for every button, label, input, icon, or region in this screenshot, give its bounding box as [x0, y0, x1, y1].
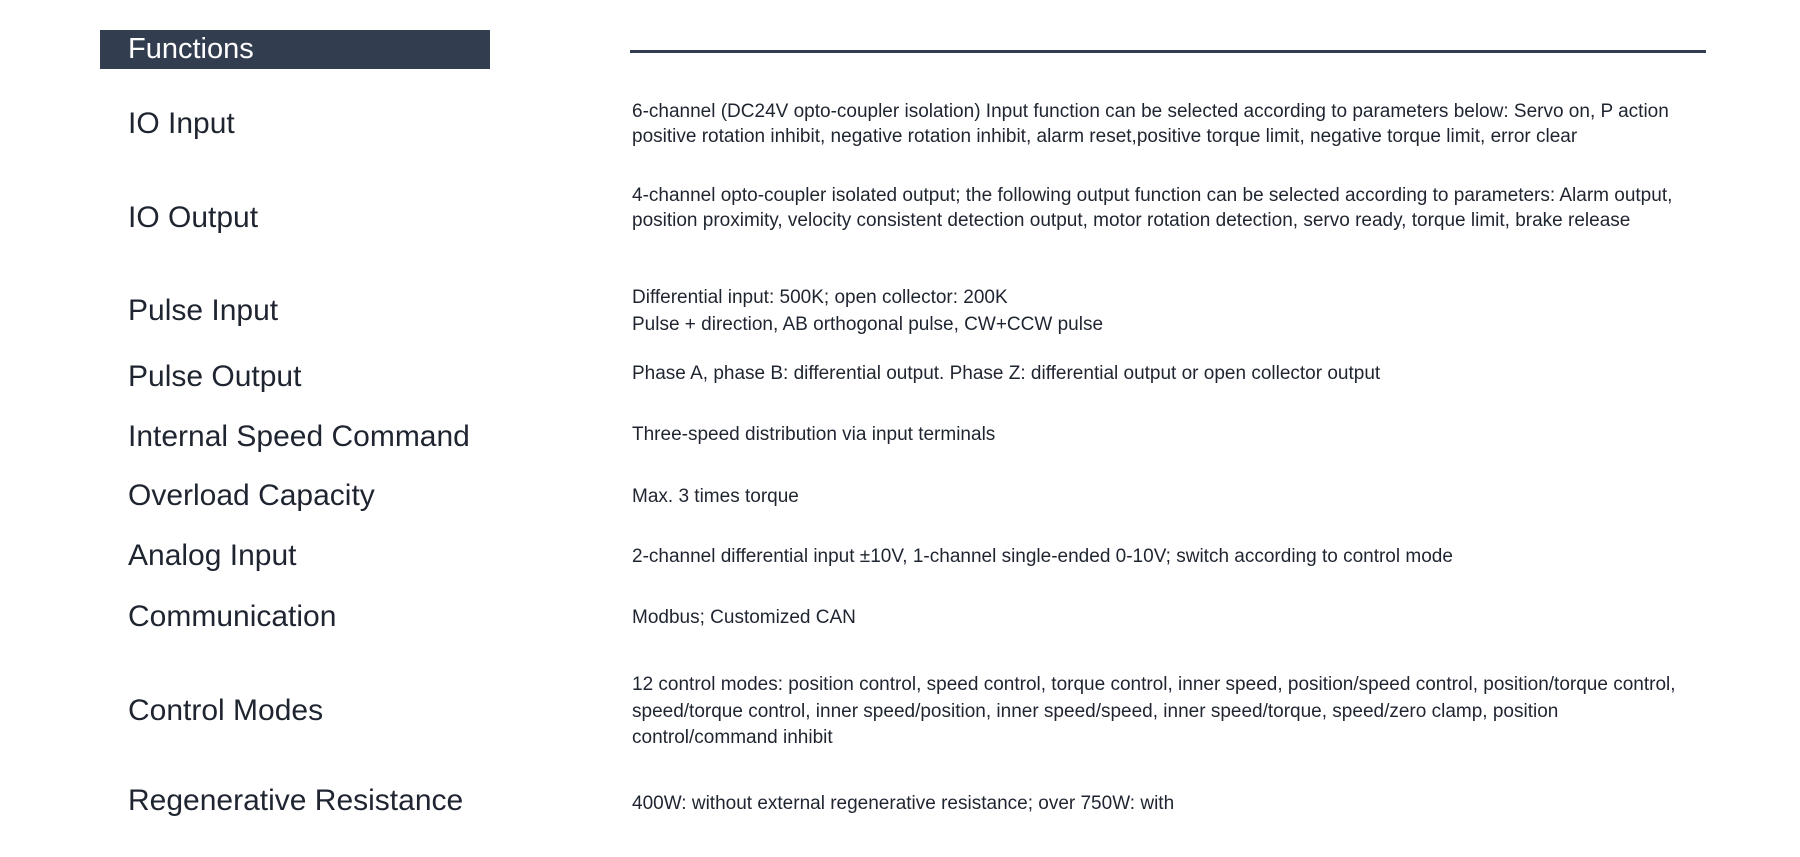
spec-description: Max. 3 times torque [632, 486, 799, 507]
spec-label: IO Output [128, 201, 259, 234]
spec-description: 400W: without external regenerative resistance; over 750W: with [632, 793, 1175, 814]
spec-label: Internal Speed Command [128, 420, 470, 453]
section-title: Functions [128, 33, 254, 65]
spec-label: Regenerative Resistance [128, 784, 464, 817]
spec-label: Communication [128, 600, 337, 633]
spec-description: Three-speed distribution via input terminals [632, 424, 996, 445]
spec-description-line: Pulse + direction, AB orthogonal pulse, CW+CCW pulse [632, 314, 1104, 335]
spec-description: Phase A, phase B: differential output. Phase Z: differential output or open collector output [632, 363, 1381, 384]
spec-description: 2-channel differential input ±10V, 1-channel single-ended 0-10V; switch according to control mode [632, 546, 1453, 567]
spec-description: 4-channel opto-coupler isolated output; the following output function can be selected according to parameters: Alarm output, position proximity, velocity consistent detection output, motor rotation detection, servo ready, torque limit, brake release [632, 185, 1673, 231]
spec-label: Analog Input [128, 539, 297, 572]
spec-description: 12 control modes: position control, speed control, torque control, inner speed, position/speed control, position/torque control, speed/torque control, inner speed/position, inner speed/speed, inner speed/torque, speed/zero clamp, position control/command inhibit [632, 674, 1676, 748]
spec-description [632, 285, 1702, 337]
spec-description: 6-channel (DC24V opto-coupler isolation) Input function can be selected according to parameters below: Servo on, P action positive rotation inhibit, negative rotation inhibit, alarm reset,positive torque limit, negative torque limit, error clear [632, 101, 1669, 147]
spec-description: Modbus; Customized CAN [632, 607, 856, 628]
spec-label: Pulse Input [128, 294, 279, 327]
spec-label: Pulse Output [128, 360, 302, 393]
spec-label: Control Modes [128, 694, 324, 727]
spec-label: IO Input [128, 107, 235, 140]
header-divider [630, 50, 1706, 53]
spec-label: Overload Capacity [128, 479, 375, 512]
section-header [100, 30, 490, 69]
spec-description-line: Differential input: 500K; open collector: 200K [632, 287, 1008, 308]
